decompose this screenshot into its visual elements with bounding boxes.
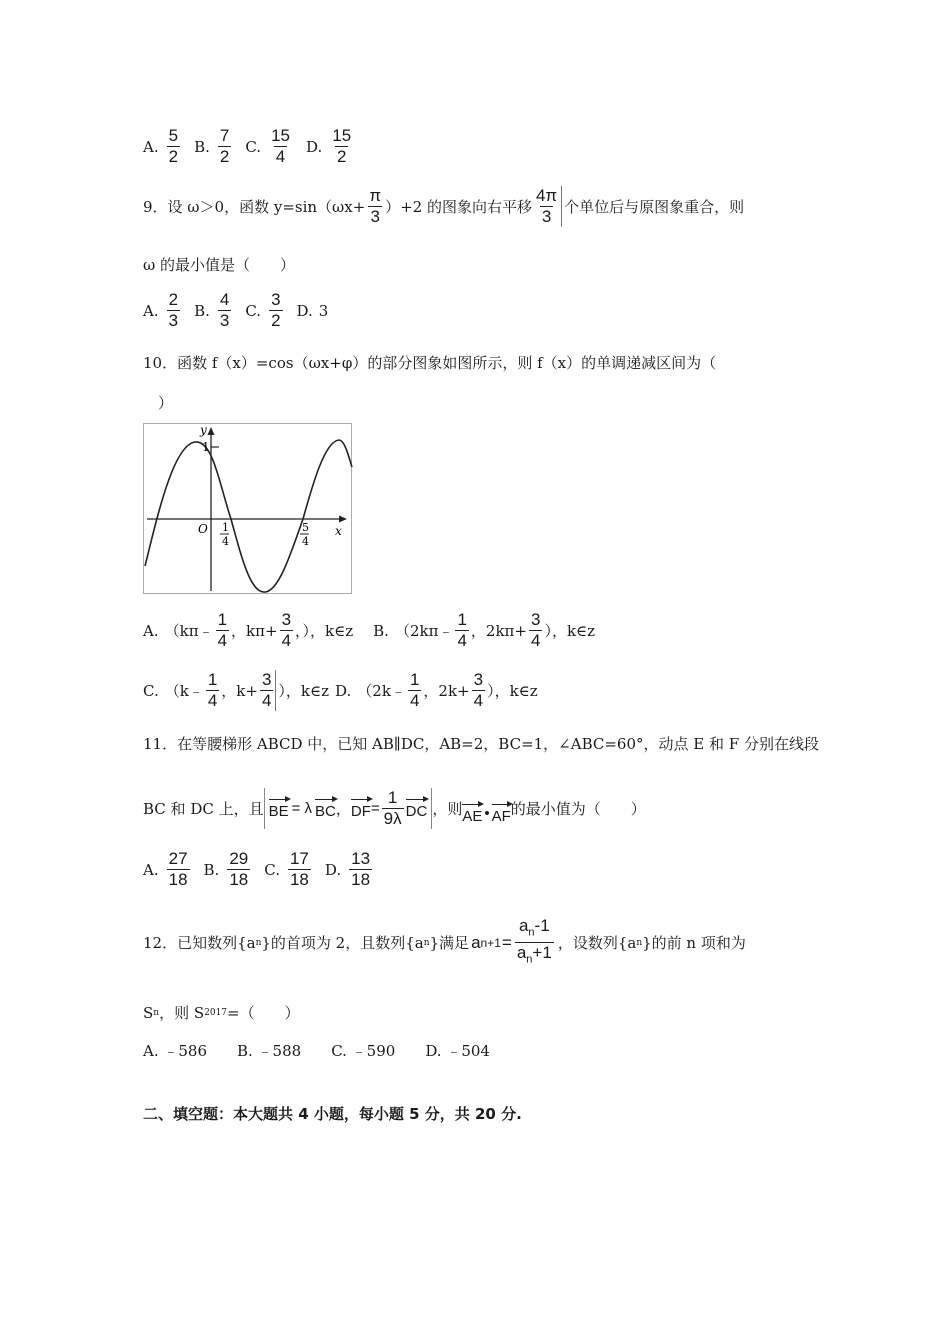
q11-vector-condition: BE = λ BC ， DF = $\frac{1}{9\lambda}$ DC: [264, 788, 433, 829]
q12-recurrence: a n+1 = $\frac{a_n-1}{a_n+1}$: [471, 916, 556, 970]
q8-option-c: C. $\frac{15}{4}$: [245, 126, 290, 166]
origin-label: O: [198, 522, 208, 536]
q11-stem-line2: BC 和 DC 上，且 BE = λ BC ， DF = $\frac{1}{9\lambda}$ DC ，则 AE • AF 的最小值为（ ）: [143, 788, 646, 828]
q10-options-cd: [143, 670, 550, 711]
tick-5-4-den: 4: [302, 535, 309, 548]
x-label: x: [335, 524, 342, 538]
q10-cosine-graph: [143, 423, 353, 595]
q12-stem: 12．已知数列{a n }的首项为 2，且数列{a n }满足 a n+1 = $\frac{a_n-1}{a_n+1}$ ，设数列{a n }的前 n 项和为: [143, 916, 746, 970]
q9-option-c: C. $\frac{3}{2}$: [245, 290, 281, 330]
q9-option-b: B. $\frac{4}{3}$: [194, 290, 230, 330]
q11-option-d: D. $\frac{13}{18}$: [324, 849, 371, 889]
q9-stem: 9．设 ω＞0，函数 y=sin（ωx+ $\frac{\pi}{3}$ ）+2 的图象向右平移 $\frac{4\pi}{3}$ 个单位后与原图象重合，则: [143, 186, 745, 226]
q10-stem: 10．函数 f（x）=cos（ωx+φ）的部分图象如图所示，则 f（x）的单调递减区间为（: [143, 354, 717, 372]
q11-options: [143, 849, 386, 890]
q9-frac-4pi-3: $\frac{4\pi}{3}$: [534, 186, 562, 227]
section-heading: 二、填空题：本大题共 4 小题，每小题 5 分，共 20 分.: [143, 1105, 522, 1123]
q10-options-ab: [143, 610, 607, 651]
q9-option-d: D. 3: [296, 301, 329, 320]
q12-option-c: C. ﹣590: [331, 1042, 396, 1060]
q9-options: [143, 290, 340, 331]
q9-stem-line2: ω 的最小值是（ ）: [143, 256, 296, 274]
q10-stem-line2: ）: [158, 394, 174, 412]
q11-stem: 11．在等腰梯形 ABCD 中，已知 AB∥DC，AB=2，BC=1，∠ABC=60°，动点 E 和 F 分别在线段: [143, 735, 819, 753]
q12-option-d: D. ﹣504: [425, 1042, 490, 1060]
q12-option-b: B. ﹣588: [237, 1042, 302, 1060]
q11-option-b: B. $\frac{29}{18}$: [203, 849, 249, 889]
one-label: 1: [202, 440, 210, 454]
tick-5-4-num: 5: [302, 521, 309, 534]
q11-dot-product: AE • AF: [462, 802, 510, 825]
q11-option-a: A. $\frac{27}{18}$: [143, 849, 188, 889]
y-label: y: [200, 423, 207, 437]
tick-1-4-num: 1: [222, 521, 229, 534]
q8-option-d: D. $\frac{15}{2}$: [305, 126, 352, 166]
tick-1-4-den: 4: [222, 535, 229, 548]
q9-frac-pi-3: $\frac{\pi}{3}$: [369, 186, 382, 226]
q10-option-a: A. （kπ﹣ $\frac{1}{4}$ ，kπ+ $\frac{3}{4}$ ，），k∈z: [143, 610, 354, 650]
q9-option-a: A. $\frac{2}{3}$: [143, 290, 179, 330]
q12-stem-line2: S n ，则 S 2017 =（ ）: [143, 1003, 300, 1022]
q12-options: [143, 1040, 502, 1061]
q10-option-d: D. （2k﹣ $\frac{1}{4}$ ，2k+ $\frac{3}{4}$ ），k∈z: [335, 670, 538, 710]
q10-option-c: C. （k﹣ $\frac{1}{4}$ ，k+ $\frac{3}{4}$ ），k∈z: [143, 670, 330, 710]
q8-option-a: A. $\frac{5}{2}$: [143, 126, 179, 166]
q8-option-b: B. $\frac{7}{2}$: [194, 126, 230, 166]
q10-option-b: B. （2kπ﹣ $\frac{1}{4}$ ，2kπ+ $\frac{3}{4}$ ），k∈z: [373, 610, 596, 650]
q12-option-a: A. ﹣586: [143, 1042, 207, 1060]
q11-option-c: C. $\frac{17}{18}$: [264, 849, 309, 889]
q8-options: [143, 126, 367, 167]
